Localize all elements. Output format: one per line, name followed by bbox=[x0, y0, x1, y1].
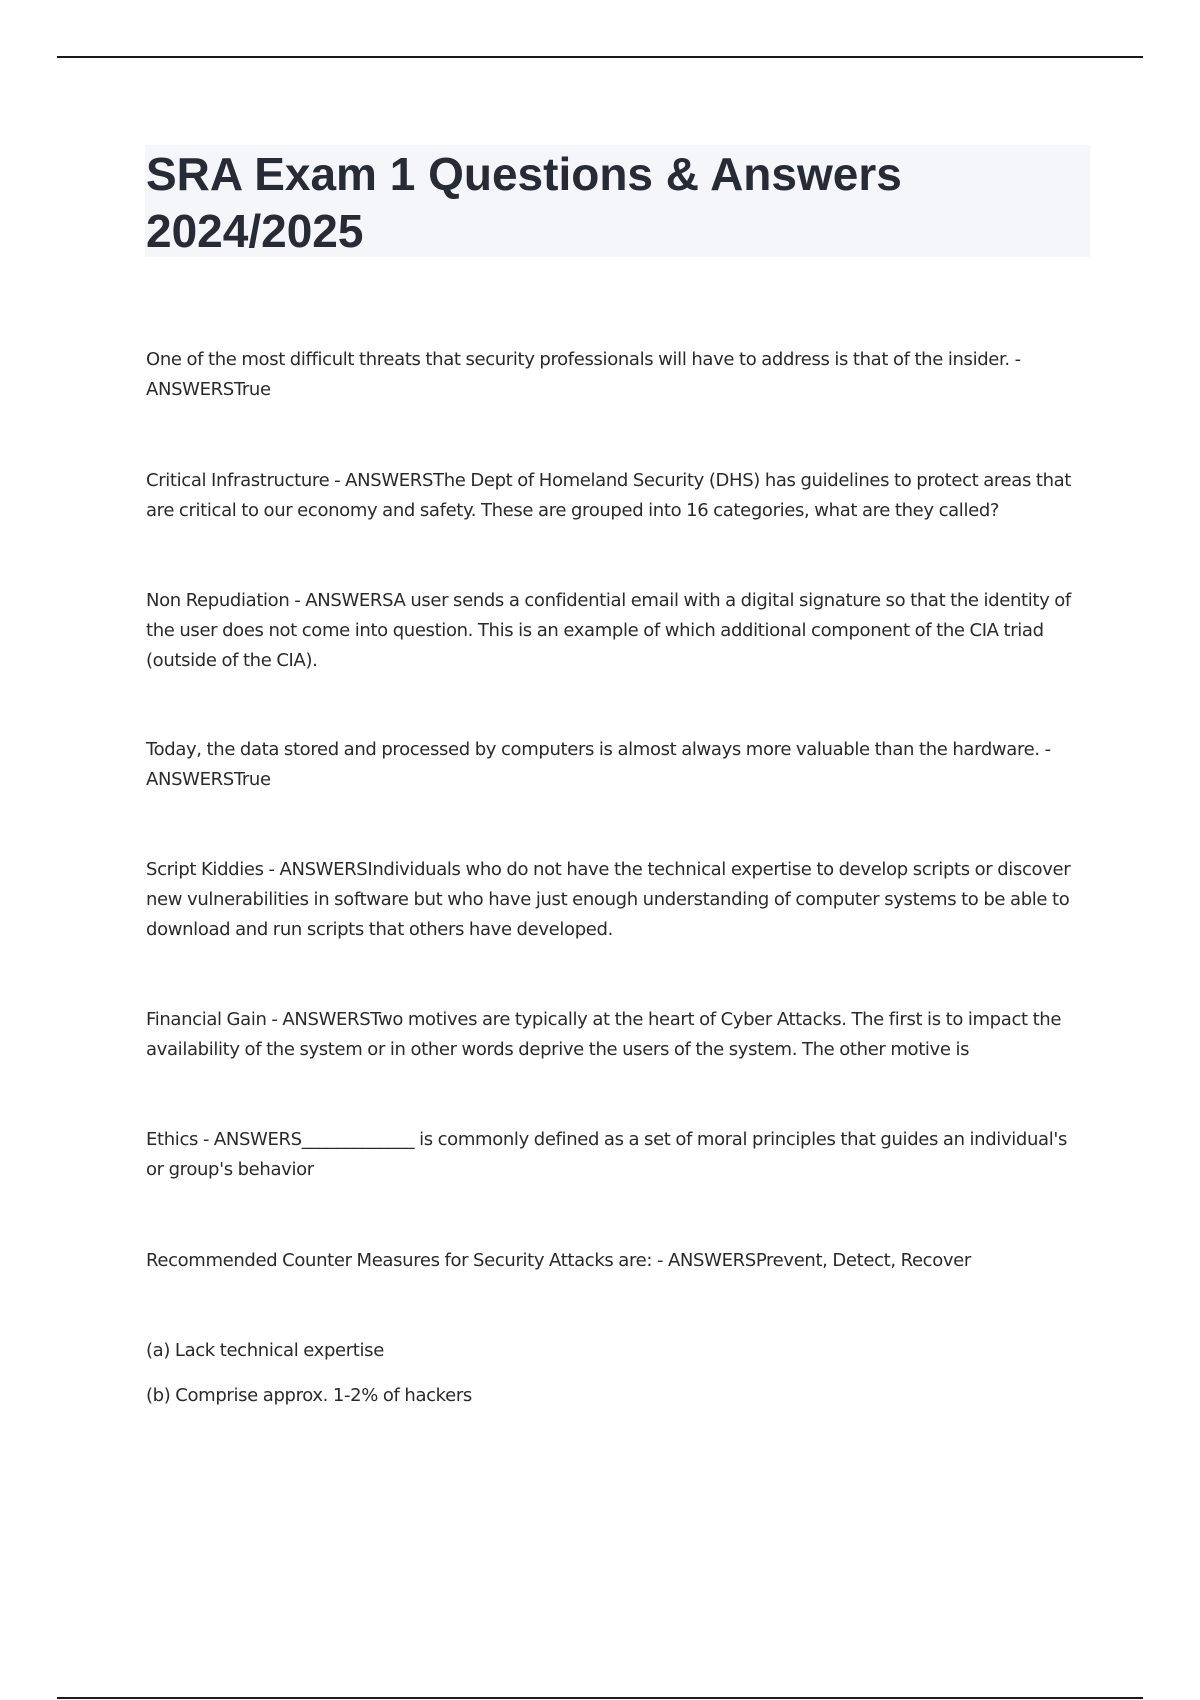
bottom-rule bbox=[57, 1697, 1143, 1699]
qa-entry-3: Non Repudiation - ANSWERSA user sends a confidential email with a digital signature so that the identity of the user does not come into question. This is an example of which additional component of the CIA triad (outside of the CIA). bbox=[146, 590, 1071, 671]
qa-entry-8: Recommended Counter Measures for Security Attacks are: - ANSWERSPrevent, Detect, Recover bbox=[146, 1250, 971, 1271]
top-rule bbox=[57, 56, 1143, 58]
page-title: SRA Exam 1 Questions & Answers 2024/2025 bbox=[146, 148, 902, 257]
qa-entry-2: Critical Infrastructure - ANSWERSThe Dept of Homeland Security (DHS) has guidelines to protect areas that are critical to our economy and safety. These are grouped into 16 categories, what are they called? bbox=[146, 470, 1072, 521]
qa-entry-10: (b) Comprise approx. 1-2% of hackers bbox=[146, 1385, 472, 1406]
qa-entry-1: One of the most difficult threats that security professionals will have to address is that of the insider. - ANSWERSTrue bbox=[146, 349, 1021, 400]
qa-entry-7: Ethics - ANSWERS_____________ is commonly defined as a set of moral principles that guides an individual's or group's behavior bbox=[146, 1129, 1067, 1180]
qa-entry-5: Script Kiddies - ANSWERSIndividuals who do not have the technical expertise to develop scripts or discover new vulnerabilities in software but who have just enough understanding of computer systems to be able to download and run scripts that others have developed. bbox=[146, 859, 1071, 940]
qa-entry-9: (a) Lack technical expertise bbox=[146, 1340, 384, 1361]
qa-entry-4: Today, the data stored and processed by computers is almost always more valuable than the hardware. - ANSWERSTrue bbox=[146, 739, 1051, 790]
qa-entry-6: Financial Gain - ANSWERSTwo motives are typically at the heart of Cyber Attacks. The first is to impact the availability of the system or in other words deprive the users of the system. The other motive is bbox=[146, 1009, 1062, 1060]
